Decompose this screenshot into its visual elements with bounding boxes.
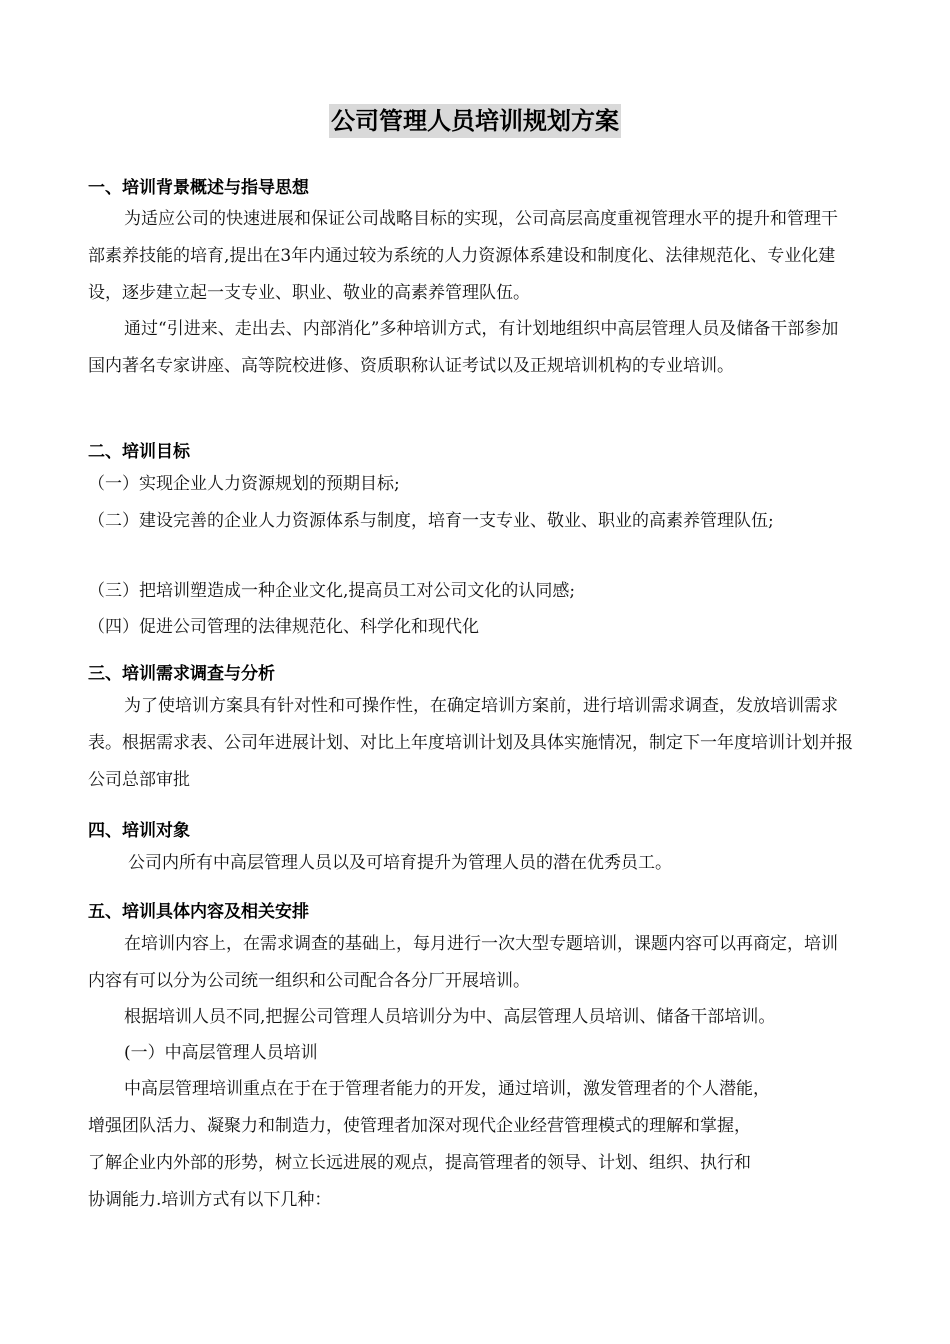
section-5-paragraph-1: 在培训内容上，在需求调查的基础上，每月进行一次大型专题培训，课题内容可以再商定，培训内容有可以分为公司统一组织和公司配合各分厂开展培训。: [88, 934, 838, 991]
goal-item-4: （四）促进公司管理的法律规范化、科学化和现代化: [88, 617, 479, 637]
section-3-paragraph-1: 为了使培训方案具有针对性和可操作性，在确定培训方案前，进行培训需求调查，发放培训需求表。根据需求表、公司年进展计划、对比上年度培训计划及具体实施情况，制定下一年度培训计划并报公司总部审批: [88, 696, 853, 790]
goal-item-3: （三）把培训塑造成一种企业文化,提高员工对公司文化的认同感;: [88, 581, 576, 601]
document-title: 公司管理人员培训规划方案: [329, 104, 621, 138]
section-5-paragraph-3-line-3: 了解企业内外部的形势，树立长远进展的观点，提高管理者的领导、计划、组织、执行和: [88, 1153, 751, 1173]
section-5-paragraph-2: 根据培训人员不同,把握公司管理人员培训分为中、高层管理人员培训、储备干部培训。: [124, 1007, 776, 1027]
section-1-paragraph-1: 为适应公司的快速进展和保证公司战略目标的实现，公司高层高度重视管理水平的提升和管理干部素养技能的培育,提出在3年内通过较为系统的人力资源体系建设和制度化、法律规范化、专业化建设，逐步建立起一支专业、职业、敬业的高素养管理队伍。: [88, 209, 838, 303]
subsection-1-heading: (一）中高层管理人员培训: [124, 1043, 318, 1063]
section-5-paragraph-3-line-4: 协调能力.培训方式有以下几种：: [88, 1190, 332, 1210]
section-3-heading: 三、培训需求调查与分析: [88, 664, 275, 684]
section-4-paragraph-1: 公司内所有中高层管理人员以及可培育提升为管理人员的潜在优秀员工。: [128, 853, 672, 873]
section-5-paragraph-3-line-2: 增强团队活力、凝聚力和制造力，使管理者加深对现代企业经营管理模式的理解和掌握，: [88, 1116, 751, 1136]
section-1-heading: 一、培训背景概述与指导思想: [88, 178, 309, 198]
goal-item-1: （一）实现企业人力资源规划的预期目标;: [88, 474, 400, 494]
section-1-paragraph-2: 通过“引进来、走出去、内部消化”多种培训方式，有计划地组织中高层管理人员及储备干部参加国内著名专家讲座、高等院校进修、资质职称认证考试以及正规培训机构的专业培训。: [88, 319, 839, 376]
section-2-heading: 二、培训目标: [88, 442, 190, 462]
goal-item-2: （二）建设完善的企业人力资源体系与制度，培育一支专业、敬业、职业的高素养管理队伍;: [88, 511, 774, 531]
section-5-paragraph-3-line-1: 中高层管理培训重点在于在于管理者能力的开发，通过培训，激发管理者的个人潜能，: [124, 1079, 770, 1099]
section-5-heading: 五、培训具体内容及相关安排: [88, 902, 309, 922]
section-4-heading: 四、培训对象: [88, 821, 190, 841]
title-wrap: [0, 104, 950, 138]
